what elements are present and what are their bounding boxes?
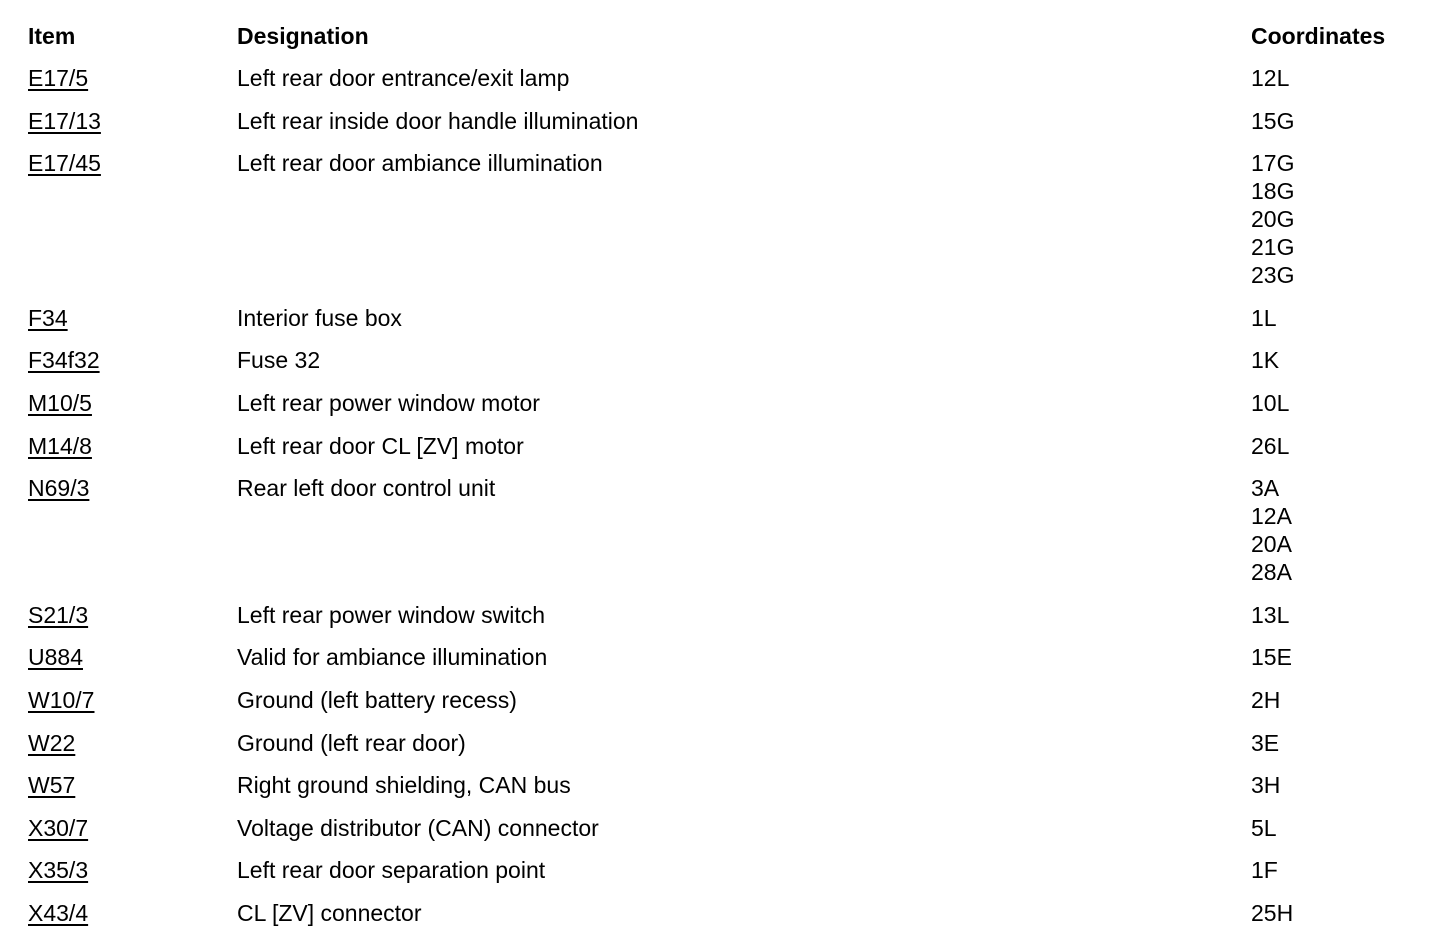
coordinate-value: 20A — [1251, 531, 1292, 558]
table-header — [0, 22, 1440, 50]
designation-text: Ground (left rear door) — [237, 729, 466, 756]
designation-text: Left rear inside door handle illumination — [237, 107, 639, 134]
coordinate-value: 5L — [1251, 814, 1277, 841]
coordinate-value: 15E — [1251, 644, 1292, 671]
item-link[interactable]: X43/4 — [28, 899, 89, 926]
item-link[interactable]: U884 — [28, 644, 83, 671]
coordinate-value: 1K — [1251, 347, 1280, 374]
item-link[interactable]: E17/45 — [28, 150, 101, 177]
coordinate-value: 12L — [1251, 65, 1290, 91]
coordinates-cell — [1251, 729, 1279, 757]
item-link[interactable]: X30/7 — [28, 814, 89, 841]
coordinates-cell — [1251, 814, 1277, 842]
item-link[interactable]: N69/3 — [28, 475, 90, 502]
coordinate-value: 3A — [1251, 475, 1280, 502]
designation-text: Left rear power window switch — [237, 601, 546, 628]
item-link[interactable]: M14/8 — [28, 432, 92, 459]
designation-text: Valid for ambiance illumination — [237, 644, 548, 671]
item-link[interactable]: X35/3 — [28, 857, 89, 884]
item-link[interactable]: M10/5 — [28, 389, 92, 416]
header-designation: Designation — [237, 23, 369, 49]
coordinate-value: 3H — [1251, 772, 1281, 799]
table-row — [0, 771, 1440, 814]
coordinate-value: 13L — [1251, 601, 1290, 628]
table-body — [0, 64, 1440, 942]
designation-text: Left rear power window motor — [237, 389, 540, 416]
designation-text: Fuse 32 — [237, 347, 321, 374]
coordinates-cell — [1251, 643, 1292, 671]
table-row — [0, 389, 1440, 432]
designation-text: Left rear door ambiance illumination — [237, 150, 603, 177]
coordinates-cell — [1251, 474, 1292, 586]
coordinates-cell — [1251, 304, 1277, 332]
coordinate-value: 21G — [1251, 234, 1295, 261]
designation-text: Voltage distributor (CAN) connector — [237, 814, 599, 841]
coordinate-value: 25H — [1251, 899, 1294, 926]
item-link[interactable]: F34f32 — [28, 347, 100, 374]
coordinates-cell — [1251, 346, 1279, 374]
coordinates-cell — [1251, 856, 1278, 884]
coordinate-value: 26L — [1251, 432, 1290, 459]
coordinate-value: 17G — [1251, 150, 1295, 177]
coordinate-value: 2H — [1251, 686, 1281, 713]
table-row — [0, 304, 1440, 347]
coordinate-value: 1L — [1251, 304, 1277, 331]
coordinates-cell — [1251, 899, 1293, 927]
coordinates-cell — [1251, 107, 1294, 135]
table-row — [0, 643, 1440, 686]
table-row — [0, 64, 1440, 107]
item-link[interactable]: W57 — [28, 772, 76, 799]
coordinate-value: 20G — [1251, 206, 1295, 233]
table-row — [0, 686, 1440, 729]
designation-text: Ground (left battery recess) — [237, 686, 517, 713]
table-row — [0, 149, 1440, 304]
coordinates-cell — [1251, 686, 1280, 714]
designation-text: Right ground shielding, CAN bus — [237, 772, 571, 799]
coordinates-cell — [1251, 771, 1280, 799]
designation-text: Left rear door entrance/exit lamp — [237, 65, 570, 91]
coordinates-cell — [1251, 389, 1289, 417]
table-row — [0, 856, 1440, 899]
coordinate-value: 28A — [1251, 559, 1292, 586]
designation-text: Interior fuse box — [237, 304, 402, 331]
table-row — [0, 899, 1440, 942]
designation-text: Rear left door control unit — [237, 475, 496, 502]
coordinate-value: 3E — [1251, 729, 1280, 756]
coordinate-value: 23G — [1251, 262, 1295, 289]
coordinate-value: 15G — [1251, 107, 1295, 134]
designation-text: CL [ZV] connector — [237, 899, 422, 926]
designation-text: Left rear door separation point — [237, 857, 546, 884]
header-item: Item — [28, 23, 76, 49]
coordinates-cell — [1251, 64, 1289, 92]
designation-text: Left rear door CL [ZV] motor — [237, 432, 524, 459]
coordinate-value: 18G — [1251, 178, 1295, 205]
coordinates-cell — [1251, 432, 1289, 460]
table-row — [0, 474, 1440, 601]
coordinate-value: 10L — [1251, 389, 1290, 416]
item-link[interactable]: E17/13 — [28, 107, 101, 134]
table-row — [0, 346, 1440, 389]
coordinate-value: 12A — [1251, 503, 1292, 530]
coordinates-cell — [1251, 601, 1289, 629]
item-link[interactable]: E17/5 — [28, 65, 89, 91]
table-row — [0, 432, 1440, 475]
coordinate-value: 1F — [1251, 857, 1278, 884]
item-link[interactable]: W22 — [28, 729, 76, 756]
coordinates-cell — [1251, 149, 1294, 289]
table-row — [0, 601, 1440, 644]
item-link[interactable]: F34 — [28, 304, 68, 331]
header-coordinates: Coordinates — [1251, 23, 1386, 49]
item-link[interactable]: S21/3 — [28, 601, 89, 628]
table-row — [0, 814, 1440, 857]
table-row — [0, 107, 1440, 150]
table-row — [0, 729, 1440, 772]
item-link[interactable]: W10/7 — [28, 686, 95, 713]
